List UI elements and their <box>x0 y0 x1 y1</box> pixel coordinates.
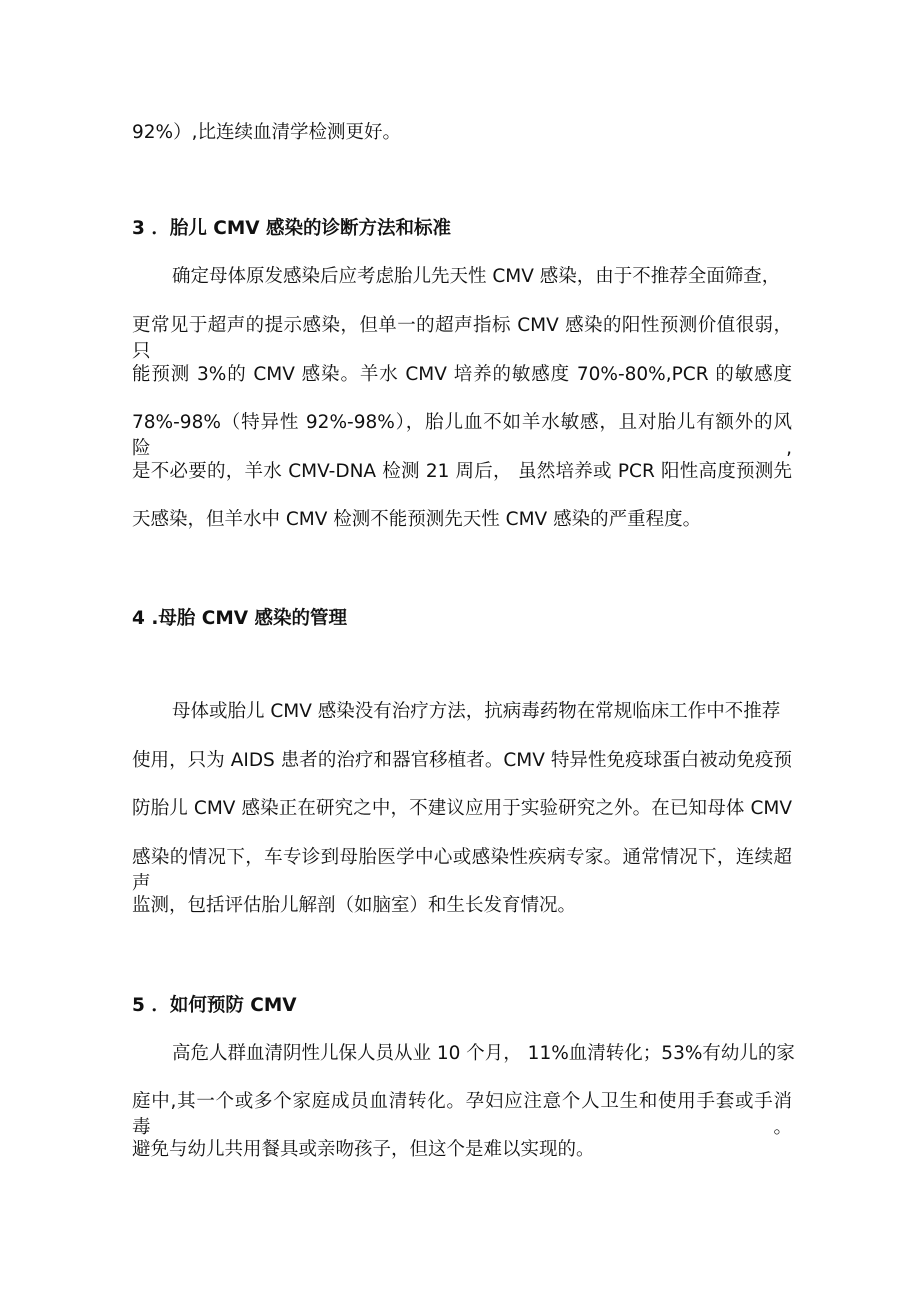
section-4-heading: 4 .母胎 CMV 感染的管理 <box>132 608 348 629</box>
section-3-line: 确定母体原发感染后应考虑胎儿先天性 CMV 感染，由于不推荐全面筛查， <box>172 266 781 287</box>
intro-paragraph-line: 92%）,比连续血清学检测更好。 <box>132 122 402 143</box>
section-5-line: 高危人群血清阴性儿保人员从业 10 个月， 11%血清转化；53%有幼儿的家 <box>172 1043 795 1064</box>
section-4-line: 防胎儿 CMV 感染正在研究之中，不建议应用于实验研究之外。在已知母体 CMV <box>132 798 792 819</box>
section-3-line: 是不必要的，羊水 CMV-DNA 检测 21 周后， 虽然培养或 PCR 阳性高度预测先 <box>132 461 792 482</box>
section-3-line: 天感染，但羊水中 CMV 检测不能预测先天性 CMV 感染的严重程度。 <box>132 509 702 530</box>
section-4-line: 母体或胎儿 CMV 感染没有治疗方法，抗病毒药物在常规临床工作中不推荐 <box>172 701 781 722</box>
section-3-heading: 3 ．胎儿 CMV 感染的诊断方法和标准 <box>132 218 451 239</box>
section-3-line: 能预测 3%的 CMV 感染。羊水 CMV 培养的敏感度 70%-80%,PCR 的敏感度 <box>132 364 792 385</box>
section-4-line: 感染的情况下，车专诊到母胎医学中心或感染性疾病专家。通常情况下，连续超声 <box>132 847 792 894</box>
section-5-line: 庭中,其一个或多个家庭成员血清转化。孕妇应注意个人卫生和使用手套或手消毒。 <box>132 1091 792 1138</box>
section-5-heading: 5 ．如何预防 CMV <box>132 995 297 1016</box>
section-5-line: 避免与幼儿共用餐具或亲吻孩子，但这个是难以实现的。 <box>132 1139 595 1160</box>
section-3-line: 78%-98%（特异性 92%-98%），胎儿血不如羊水敏感，且对胎儿有额外的风险, <box>132 412 792 459</box>
section-4-line: 使用，只为 AIDS 患者的治疗和器官移植者。CMV 特异性免疫球蛋白被动免疫预 <box>132 750 792 771</box>
section-3-line: 更常见于超声的提示感染，但单一的超声指标 CMV 感染的阳性预测价值很弱，只 <box>132 315 792 362</box>
section-4-line: 监测，包括评估胎儿解剖（如脑室）和生长发育情况。 <box>132 895 577 916</box>
